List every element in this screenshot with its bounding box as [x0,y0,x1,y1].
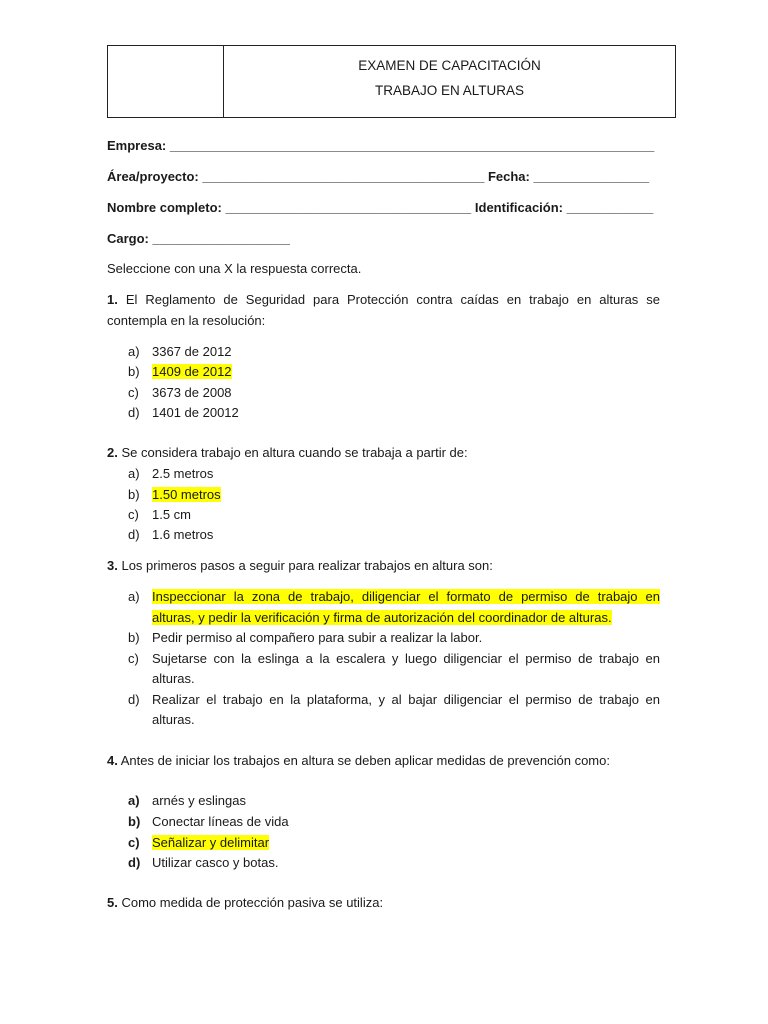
option-letter: a) [128,589,140,604]
option-text-highlighted: Señalizar y delimitar [152,835,270,850]
option-text: 1.6 metros [152,527,214,542]
option-letter: d) [128,855,141,870]
cargo-field[interactable]: Cargo: ___________________ [107,231,290,246]
option-letter: d) [128,527,140,542]
option-text: Pedir permiso al compañero para subir a realizar la labor. [152,630,483,645]
option-text: Conectar líneas de vida [152,814,289,829]
exam-title: EXAMEN DE CAPACITACIÓN [358,58,541,73]
option-text-highlighted: 1409 de 2012 [152,364,232,379]
option-letter: d) [128,405,140,420]
option-text-highlighted: Inspeccionar la zona de trabajo, diligenciar el formato de permiso de trabajo en [152,589,660,604]
question-number: 4. [107,753,118,768]
question-text: Los primeros pasos a seguir para realizar trabajos en altura son: [121,558,493,573]
header-titles [224,46,675,117]
option-letter: a) [128,466,140,481]
option-letter: c) [128,507,139,522]
exam-subtitle: TRABAJO EN ALTURAS [374,83,525,98]
instructions: Seleccione con una X la respuesta correcta. [107,261,362,276]
question-text: El Reglamento de Seguridad para Protección contra caídas en trabajo en alturas se [125,292,660,307]
option-letter: c) [128,651,139,666]
option-text: 1401 de 20012 [152,405,239,420]
question-5 [107,893,660,913]
header-table [107,45,676,118]
option-text: 3367 de 2012 [152,344,232,359]
question-2 [107,443,660,463]
option-text: 1.5 cm [152,507,192,522]
option-text: alturas. [152,712,195,727]
option-letter: d) [128,692,140,707]
question-text: Se considera trabajo en altura cuando se trabaja a partir de: [121,445,468,460]
question-3 [107,556,660,576]
option-letter: b) [128,630,140,645]
question-number: 5. [107,895,118,910]
question-4 [107,751,660,771]
option-letter: b) [128,814,141,829]
nombre-identificacion-field[interactable]: Nombre completo: __________________________________ Identificación: ____________ [107,200,654,215]
option-text: Utilizar casco y botas. [152,855,279,870]
question-number: 1. [107,292,118,307]
option-letter: c) [128,835,140,850]
option-text-highlighted: alturas, y pedir la verificación y firma de autorización del coordinador de alturas. [152,610,612,625]
option-letter: b) [128,487,140,502]
question-text: Antes de iniciar los trabajos en altura se deben aplicar medidas de prevención como: [120,753,610,768]
question-1-cont: contempla en la resolución: [107,313,266,328]
option-text: 2.5 metros [152,466,214,481]
option-text: Realizar el trabajo en la plataforma, y al bajar diligenciar el permiso de trabajo en [152,692,660,707]
option-letter: a) [128,344,140,359]
empresa-field[interactable]: Empresa: ___________________________________________________________________ [107,138,655,153]
option-letter: b) [128,364,140,379]
option-letter: c) [128,385,139,400]
option-text: alturas. [152,671,195,686]
option-text: 3673 de 2008 [152,385,232,400]
question-number: 2. [107,445,118,460]
option-text: arnés y eslingas [152,793,246,808]
logo-cell [108,46,224,117]
question-1 [107,290,660,310]
question-number: 3. [107,558,118,573]
option-letter: a) [128,793,140,808]
question-text: Como medida de protección pasiva se utiliza: [121,895,384,910]
area-fecha-field[interactable]: Área/proyecto: _______________________________________ Fecha: ________________ [107,169,650,184]
option-text-highlighted: 1.50 metros [152,487,221,502]
option-text: Sujetarse con la eslinga a la escalera y luego diligenciar el permiso de trabajo en [152,651,660,666]
